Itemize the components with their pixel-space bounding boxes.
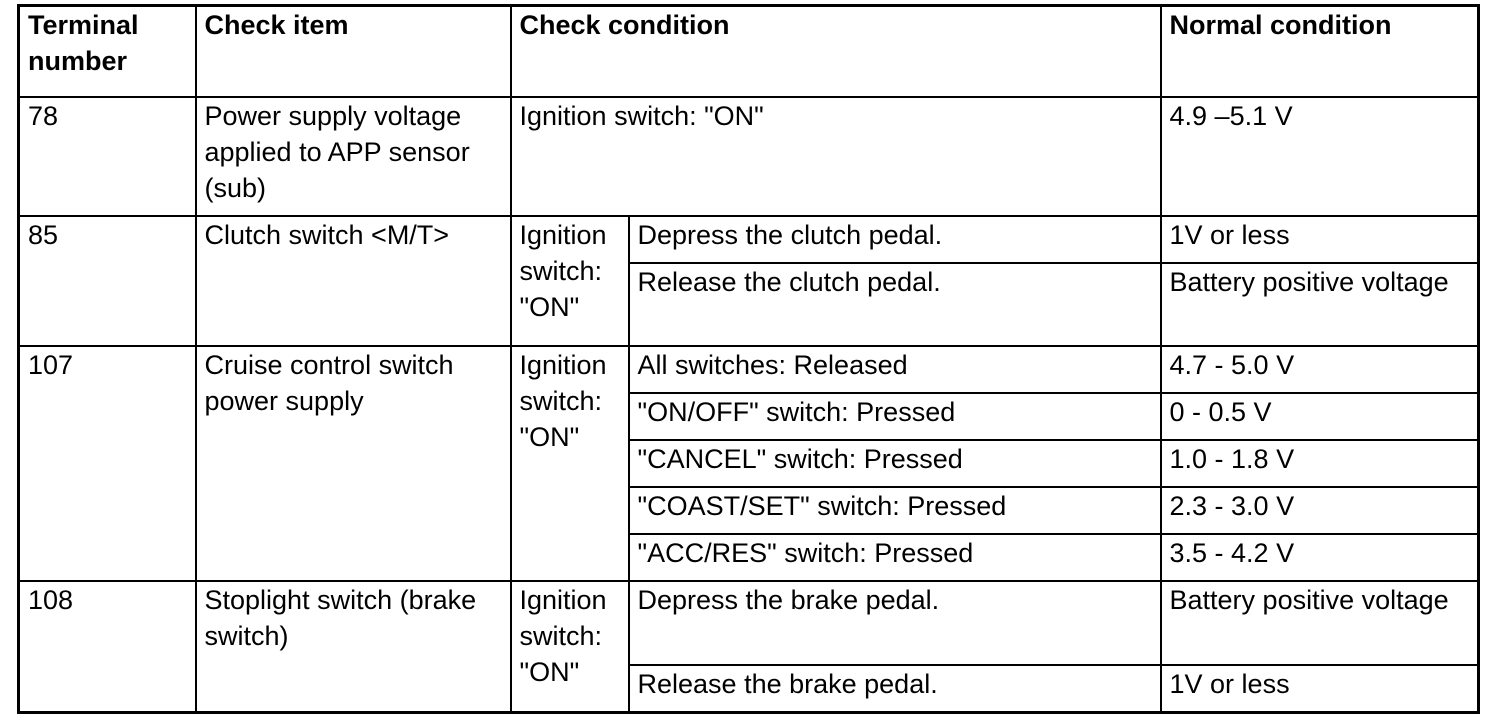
- check-condition-cell: Ignition switch: "ON": [511, 97, 1161, 216]
- check-item-cell: Cruise control switch power supply: [196, 346, 511, 581]
- header-check-item: Check item: [196, 6, 511, 97]
- table-row: [19, 346, 1479, 393]
- terminal-check-table: [17, 4, 1480, 714]
- normal-condition-cell: Battery positive voltage: [1161, 263, 1479, 346]
- check-condition-cell: Depress the clutch pedal.: [629, 216, 1161, 263]
- check-item-cell: Power supply voltage applied to APP sensor (sub): [196, 97, 511, 216]
- check-condition-cell: Depress the brake pedal.: [629, 581, 1161, 665]
- ignition-condition-cell: Ignition switch: "ON": [511, 581, 629, 713]
- normal-condition-cell: 4.7 - 5.0 V: [1161, 346, 1479, 393]
- check-item-cell: Stoplight switch (brake switch): [196, 581, 511, 713]
- header-check-condition: Check condition: [511, 6, 1161, 97]
- check-condition-cell: All switches: Released: [629, 346, 1161, 393]
- normal-condition-cell: 1.0 - 1.8 V: [1161, 440, 1479, 487]
- normal-condition-cell: 3.5 - 4.2 V: [1161, 534, 1479, 581]
- table-row: [19, 581, 1479, 665]
- check-item-cell: Clutch switch <M/T>: [196, 216, 511, 346]
- check-condition-cell: "ON/OFF" switch: Pressed: [629, 393, 1161, 440]
- header-row: [19, 6, 1479, 97]
- normal-condition-cell: 4.9 –5.1 V: [1161, 97, 1479, 216]
- check-condition-cell: Release the brake pedal.: [629, 665, 1161, 713]
- normal-condition-cell: 1V or less: [1161, 665, 1479, 713]
- ignition-condition-cell: Ignition switch: "ON": [511, 216, 629, 346]
- terminal-number-cell: 107: [19, 346, 196, 581]
- check-condition-cell: "CANCEL" switch: Pressed: [629, 440, 1161, 487]
- terminal-number-cell: 108: [19, 581, 196, 713]
- table-row: [19, 216, 1479, 263]
- check-condition-cell: Release the clutch pedal.: [629, 263, 1161, 346]
- check-condition-cell: "ACC/RES" switch: Pressed: [629, 534, 1161, 581]
- ignition-condition-cell: Ignition switch: "ON": [511, 346, 629, 581]
- terminal-number-cell: 78: [19, 97, 196, 216]
- table-row: [19, 97, 1479, 216]
- header-normal-condition: Normal condition: [1161, 6, 1479, 97]
- terminal-number-cell: 85: [19, 216, 196, 346]
- normal-condition-cell: 2.3 - 3.0 V: [1161, 487, 1479, 534]
- normal-condition-cell: 0 - 0.5 V: [1161, 393, 1479, 440]
- normal-condition-cell: Battery positive voltage: [1161, 581, 1479, 665]
- normal-condition-cell: 1V or less: [1161, 216, 1479, 263]
- check-condition-cell: "COAST/SET" switch: Pressed: [629, 487, 1161, 534]
- header-terminal-number: Terminal number: [19, 6, 196, 97]
